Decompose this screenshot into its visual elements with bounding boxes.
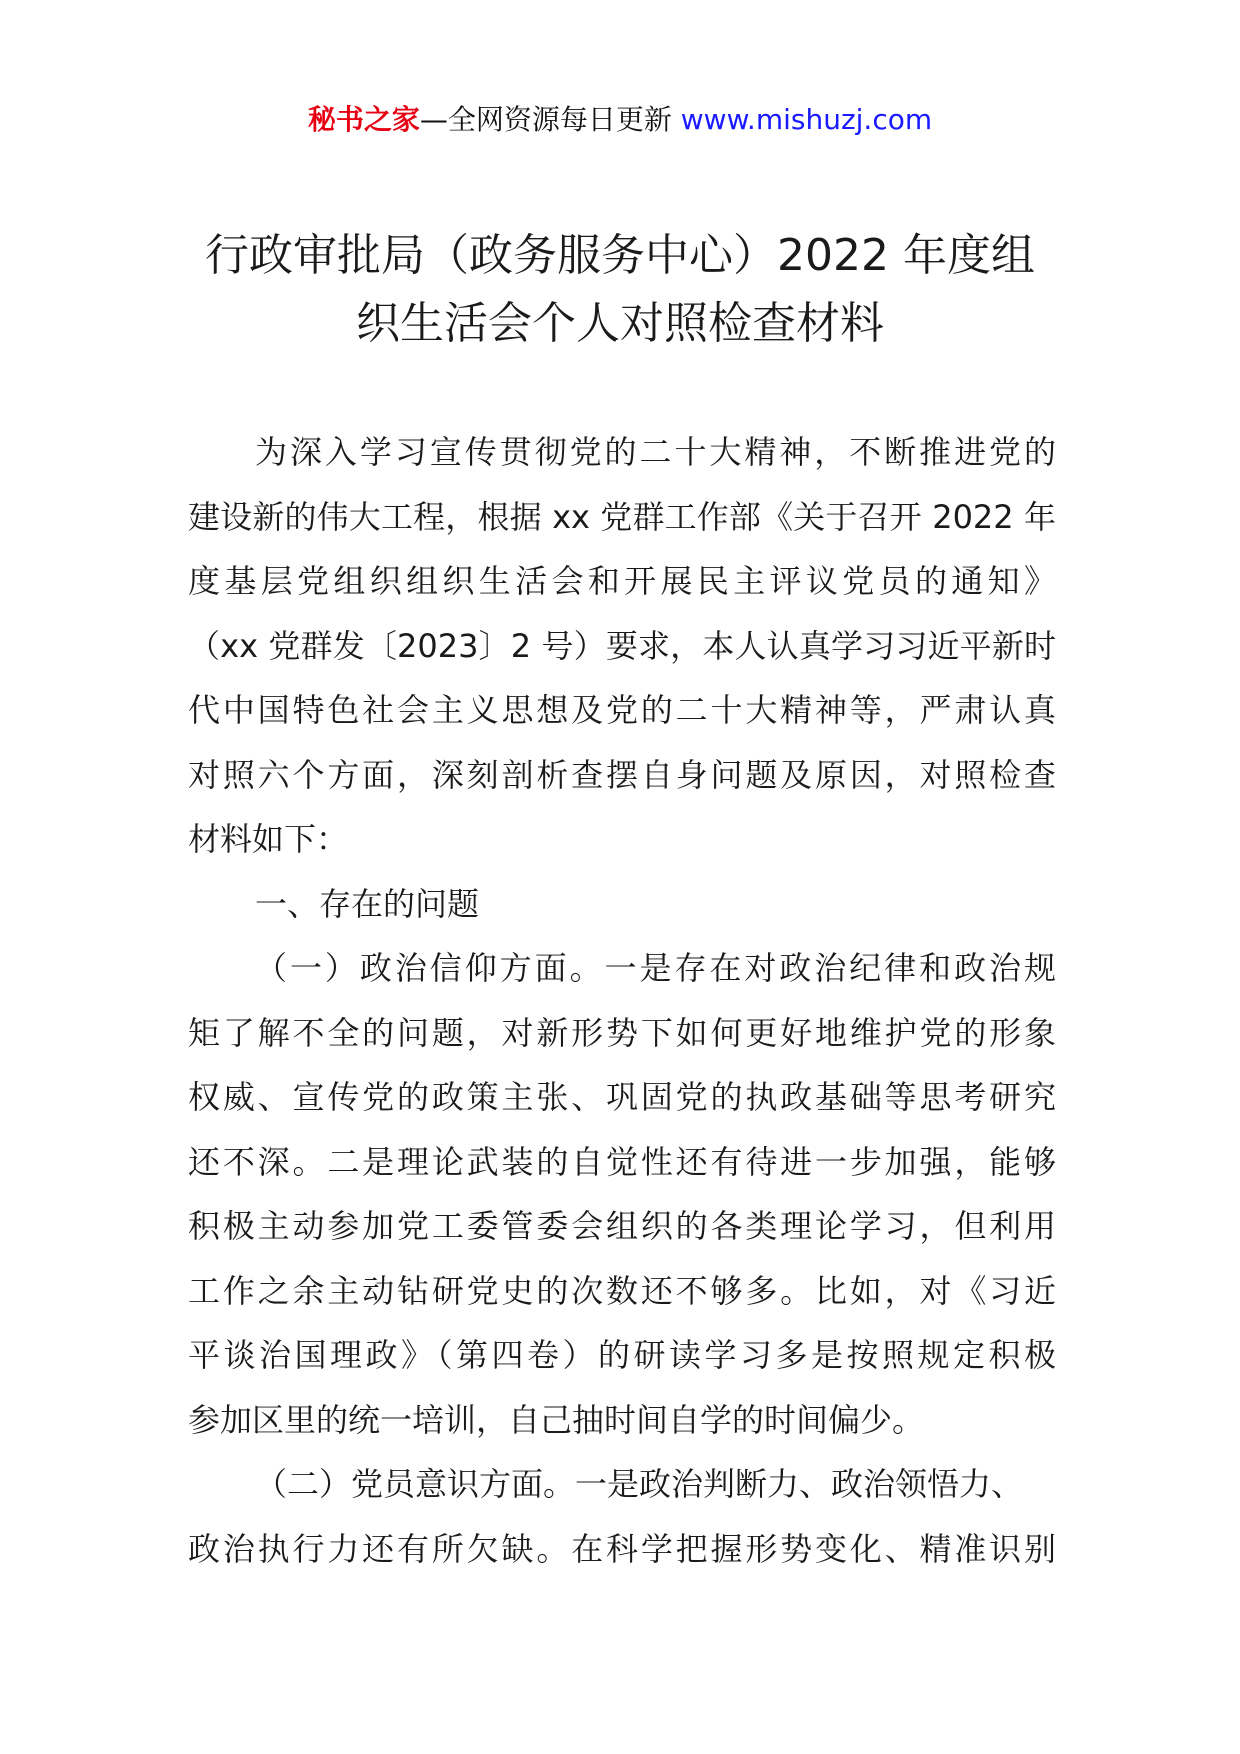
brand-name: 秘书之家 <box>307 103 420 136</box>
document-title <box>160 222 1080 358</box>
body-line: 对照六个方面，深刻剖析查摆自身问题及原因，对照检查 <box>188 755 1056 794</box>
title-line-2: 织生活会个人对照检查材料 <box>356 298 884 349</box>
body-line: 材料如下： <box>188 820 349 858</box>
section-heading: 一、存在的问题 <box>255 884 480 923</box>
body-line: 参加区里的统一培训，自己抽时间自学的时间偏少。 <box>188 1400 925 1439</box>
site-url[interactable]: www.mishuzj.com <box>680 103 933 136</box>
body-line: 为深入学习宣传贯彻党的二十大精神，不断推进党的 <box>255 433 1056 471</box>
body-line: 还不深。二是理论武装的自觉性还有待进一步加强，能够 <box>188 1142 1056 1181</box>
body-line: 矩了解不全的问题，对新形势下如何更好地维护党的形象 <box>188 1013 1056 1052</box>
body-line: 政治执行力还有所欠缺。在科学把握形势变化、精准识别 <box>188 1529 1056 1568</box>
body-line: 积极主动参加党工委管委会组织的各类理论学习，但利用 <box>188 1207 1056 1245</box>
body-line: 工作之余主动钻研党史的次数还不够多。比如，对《习近 <box>188 1271 1056 1310</box>
body-line: 平谈治国理政》（第四卷）的研读学习多是按照规定积极 <box>188 1336 1056 1374</box>
site-header <box>0 100 1240 140</box>
body-line: （一）政治信仰方面。一是存在对政治纪律和政治规 <box>255 949 1056 987</box>
body-line: 建设新的伟大工程，根据 xx 党群工作部《关于召开 2022 年 <box>188 497 1056 536</box>
body-line: 权威、宣传党的政策主张、巩固党的执政基础等思考研究 <box>188 1078 1056 1116</box>
body-line: （二）党员意识方面。一是政治判断力、政治领悟力、 <box>255 1465 1024 1503</box>
title-line-1: 行政审批局（政务服务中心）2022 年度组 <box>205 230 1035 281</box>
body-line: 度基层党组织组织生活会和开展民主评议党员的通知》 <box>188 562 1056 600</box>
body-line: 代中国特色社会主义思想及党的二十大精神等，严肃认真 <box>188 691 1056 729</box>
document-body <box>188 420 1056 1581</box>
body-line: （xx 党群发〔2023〕2 号）要求，本人认真学习习近平新时 <box>188 626 1056 665</box>
header-slogan: —全网资源每日更新 <box>419 103 681 136</box>
